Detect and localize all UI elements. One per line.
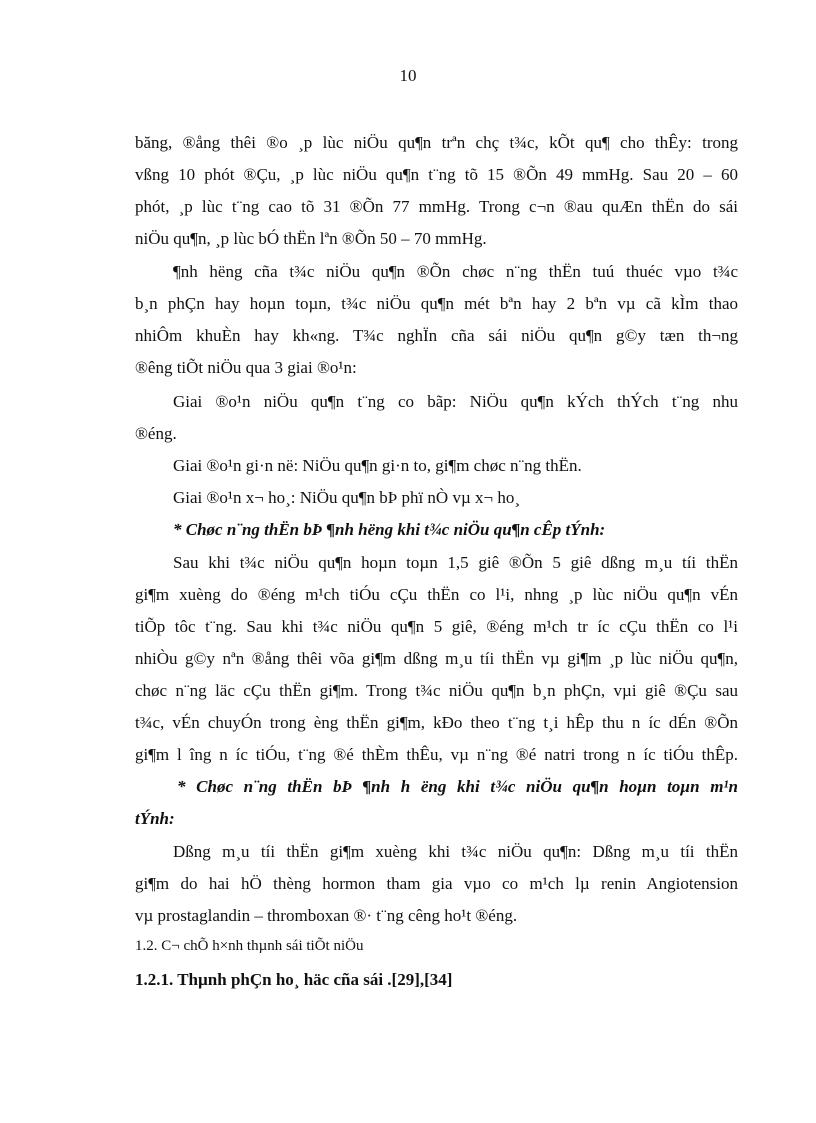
text-line: vµ prostaglandin – thromboxan ®· t¨ng cêng ho¹t ®éng.	[135, 906, 518, 925]
section-heading-continued: tÝnh:	[135, 809, 175, 828]
text-line: b¸n phÇn hay hoµn toµn, t¾c niÖu qu¶n mét bªn hay 2 bªn vµ cã kÌm thao	[135, 294, 738, 313]
page-number: 10	[399, 66, 417, 85]
section-heading: * Chøc n¨ng thËn bÞ ¶nh hëng khi t¾c niÖu qu¶n cÊp tÝnh:	[173, 520, 606, 539]
text-line: vßng 10 phót ®Çu, ¸p lùc niÖu qu¶n t¨ng tõ 15 ®Õn 49 mmHg. Sau 20 – 60	[135, 165, 738, 184]
text-line: ®êng tiÕt niÖu qua 3 giai ®o¹n:	[135, 358, 357, 377]
text-line: gi¶m l îng n íc tiÓu, t¨ng ®é thÈm thÊu, vµ n¨ng ®é natri trong n íc tiÓu thÊp.	[135, 745, 738, 764]
text-line: Dßng m¸u tíi thËn gi¶m xuèng khi t¾c niÖu qu¶n: Dßng m¸u tíi thËn	[173, 842, 738, 861]
text-line: nhiÒu g©y nªn ®ång thêi võa gi¶m dßng m¸u tíi thËn vµ gi¶m ¸p lùc niÖu qu¶n,	[135, 649, 738, 668]
text-line: niÖu qu¶n, ¸p lùc bÓ thËn lªn ®Õn 50 – 70 mmHg.	[135, 229, 487, 248]
text-line: gi¶m xuèng do ®éng m¹ch tiÓu cÇu thËn co l¹i, nhng ¸p lùc niÖu qu¶n vÉn	[135, 585, 738, 604]
text-line: ®éng.	[135, 424, 177, 443]
text-line: chøc n¨ng läc cÇu thËn gi¶m. Trong t¾c niÖu qu¶n b¸n phÇn, vµi giê ®Çu sau	[135, 681, 738, 700]
subsection-heading: 1.2. C¬ chÕ h×nh thµnh sái tiÕt niÖu	[135, 938, 364, 954]
text-line: nhiÔm khuÈn hay kh«ng. T¾c nghÏn cña sái niÖu qu¶n g©y tæn th¬ng	[135, 326, 738, 345]
text-line: t¾c, vÉn chuyÓn trong èng thËn gi¶m, kÐo theo t¨ng t¸i hÊp thu n íc dÉn ®Õn	[135, 713, 738, 732]
subsection-heading: 1.2.1. Thµnh phÇn ho¸ häc cña sái .[29],[34]	[135, 970, 453, 989]
text-line: phót, ¸p lùc t¨ng cao tõ 31 ®Õn 77 mmHg. Trong c¬n ®au quÆn thËn do sái	[135, 197, 738, 216]
section-heading: * Chøc n¨ng thËn bÞ ¶nh h ëng khi t¾c niÖu qu¶n hoµn toµn m¹n	[177, 777, 738, 796]
text-line: Giai ®o¹n gi·n në: NiÖu qu¶n gi·n to, gi¶m chøc n¨ng thËn.	[173, 456, 582, 475]
text-line: băng, ®ång thêi ®o ¸p lùc niÖu qu¶n trªn chç t¾c, kÕt qu¶ cho thÊy: trong	[135, 133, 738, 152]
text-line: Sau khi t¾c niÖu qu¶n hoµn toµn 1,5 giê ®Õn 5 giê dßng m¸u tíi thËn	[173, 553, 738, 572]
text-line: ¶nh hëng cña t¾c niÖu qu¶n ®Õn chøc n¨ng thËn tuú thuéc vµo t¾c	[173, 262, 738, 281]
text-line: Giai ®o¹n x¬ ho¸: NiÖu qu¶n bÞ phï nÒ vµ x¬ ho¸	[173, 488, 520, 507]
text-line: Giai ®o¹n niÖu qu¶n t¨ng co bãp: NiÖu qu¶n kÝch thÝch t¨ng nhu	[173, 392, 738, 411]
text-line: tiÕp tôc t¨ng. Sau khi t¾c niÖu qu¶n 5 giê, ®éng m¹ch tr íc cÇu thËn co l¹i	[135, 617, 738, 636]
text-line: gi¶m do hai hÖ thèng hormon tham gia vµo co m¹ch lµ renin Angiotension	[135, 874, 738, 893]
